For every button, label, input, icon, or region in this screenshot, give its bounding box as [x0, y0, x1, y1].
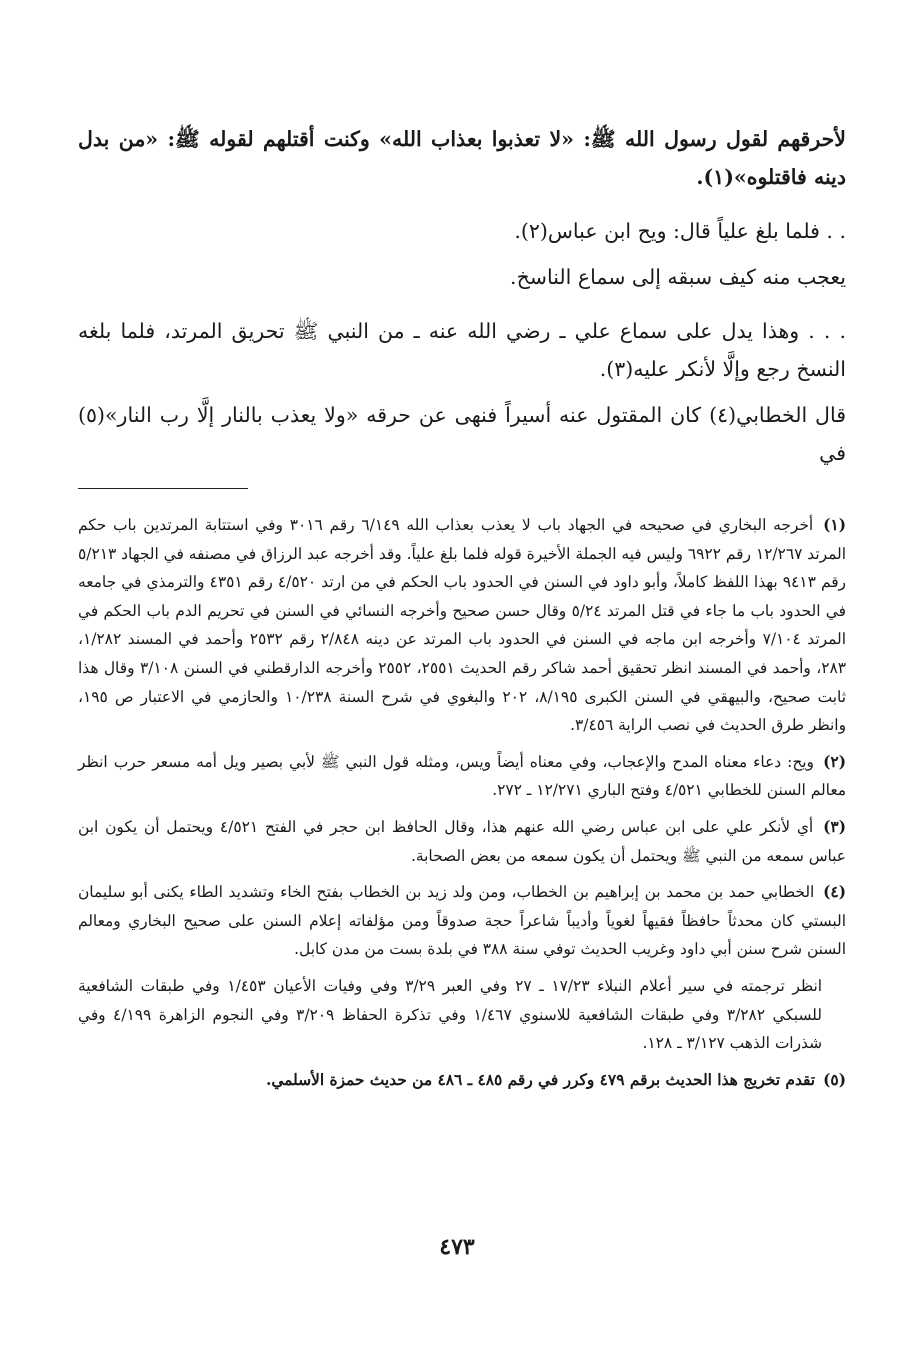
footnote-4-text: الخطابي حمد بن محمد بن إبراهيم بن الخطاب، ومن ولد زيد بن الخطاب بفتح الخاء وتشديد الطاء يكنى أبو سليمان البستي كان محدثاً حافظاً فقيهاً لغوياً وأديباً شاعراً حجة صدوقاً ومن مؤلفاته إعلام السنن على صحيح البخاري ومعالم السنن شرح سنن أبي داود وغريب الحديث توفي سنة ٣٨٨ في بلدة بست من مدن كابل.: [78, 883, 846, 959]
footnote-3-text: أي لأنكر علي على ابن عباس رضي الله عنهم هذا، وقال الحافظ ابن حجر في الفتح ٤/٥٢١ ويحتمل أن يكون ابن عباس سمعه من النبي ﷺ ويحتمل أن يكون سمعه من بعض الصحابة.: [78, 817, 846, 865]
main-paragraph-3: يعجب منه كيف سبقه إلى سماع الناسخ.: [510, 265, 846, 289]
footnote-1-text: أخرجه البخاري في صحيحه في الجهاد باب لا يعذب بعذاب الله ٦/١٤٩ رقم ٣٠١٦ وفي استتابة المرتدين باب حكم المرتد ١٢/٢٦٧ رقم ٦٩٢٢ وليس فيه الجملة الأخيرة قوله فلما بلغ علياً. وقد أخرجه عبد الرزاق في مصنفه في الجهاد ٥/٢١٣ رقم ٩٤١٣ بهذا اللفظ كاملاً، وأبو داود في السنن في الحدود باب الحكم في من ارتد ٤/٥٢٠ رقم ٤٣٥١ والترمذي في جامعه في الحدود باب ما جاء في قتل المرتد ٥/٢٤ وقال حسن صحيح وأخرجه النسائي في السنن في تحريم الدم باب الحكم في المرتد ٧/١٠٤ وأخرجه ابن ماجه في السنن في الحدود باب المرتد عن دينه ٢/٨٤٨ رقم ٢٥٣٢ وأحمد في المسند ١/٢٨٢، ٢٨٣، وأحمد في المسند انظر تحقيق أحمد شاكر رقم الحديث ٢٥٥١، ٢٥٥٢ وأخرجه الدارقطني في السنن ٣/١٠٨ وقال هذا ثابت صحيح، والبيهقي في السنن الكبرى ٨/١٩٥، ٢٠٢ والبغوي في شرح السنة ١٠/٢٣٨ والحازمي في الاعتبار ص ١٩٥، وانظر طرق الحديث في نصب الراية ٣/٤٥٦.: [78, 516, 846, 735]
page-content: [78, 120, 846, 1094]
footnote-divider-wrap: [78, 472, 846, 511]
footnote-4: [78, 878, 846, 964]
footnote-1-number: (١): [823, 516, 846, 534]
main-text: [78, 120, 846, 472]
footnotes: [78, 511, 846, 1094]
footnote-5-number: (٥): [823, 1070, 846, 1089]
footnote-3: [78, 813, 846, 870]
main-paragraph-5: قال الخطابي(٤) كان المقتول عنه أسيراً فنهى عن حرقه «ولا يعذب بالنار إلَّا رب النار»(٥) في: [78, 403, 846, 465]
footnote-5: [78, 1066, 846, 1095]
footnote-1: [78, 511, 846, 740]
footnote-divider: [78, 488, 248, 489]
footnote-4-continuation: انظر ترجمته في سير أعلام النبلاء ١٧/٢٣ ـ ٢٧ وفي العبر ٣/٢٩ وفي وفيات الأعيان ١/٤٥٣ وفي طبقات الشافعية للسبكي ٣/٢٨٢ وفي طبقات الشافعية للاسنوي ١/٤٦٧ وفي تذكرة الحفاظ ٣/٢٠٩ وفي النجوم الزاهرة ٤/١٩٩ وفي شذرات الذهب ٣/١٢٧ ـ ١٢٨.: [78, 976, 823, 1053]
footnote-2: [78, 748, 846, 805]
main-paragraph-4: . . . وهذا يدل على سماع علي ـ رضي الله عنه ـ من النبي ﷺ تحريق المرتد، فلما بلغه النسخ رجع وإلَّا لأنكر عليه(٣).: [78, 319, 846, 381]
footnote-5-text: تقدم تخريج هذا الحديث برقم ٤٧٩ وكرر في رقم ٤٨٥ ـ ٤٨٦ من حديث حمزة الأسلمي.: [265, 1070, 816, 1089]
footnote-2-text: ويح: دعاء معناه المدح والإعجاب، وفي معناه أيضاً ويس، ومثله قول النبي ﷺ لأبي بصير ويل أمه مسعر حرب انظر معالم السنن للخطابي ٤/٥٢١ وفتح الباري ١٢/٢٧١ ـ ٢٧٢.: [78, 752, 846, 800]
page-number: ٤٧٣: [439, 1234, 475, 1260]
main-paragraph-1: لأحرقهم لقول رسول الله ﷺ: «لا تعذبوا بعذاب الله» وكنت أقتلهم لقوله ﷺ: «من بدل دينه فاقتلوه»(١).: [78, 127, 846, 189]
footnote-4-number: (٤): [823, 883, 846, 902]
footnote-2-number: (٢): [823, 752, 846, 771]
footnote-3-number: (٣): [823, 817, 846, 836]
main-paragraph-2: . . فلما بلغ علياً قال: ويح ابن عباس(٢).: [514, 219, 846, 243]
